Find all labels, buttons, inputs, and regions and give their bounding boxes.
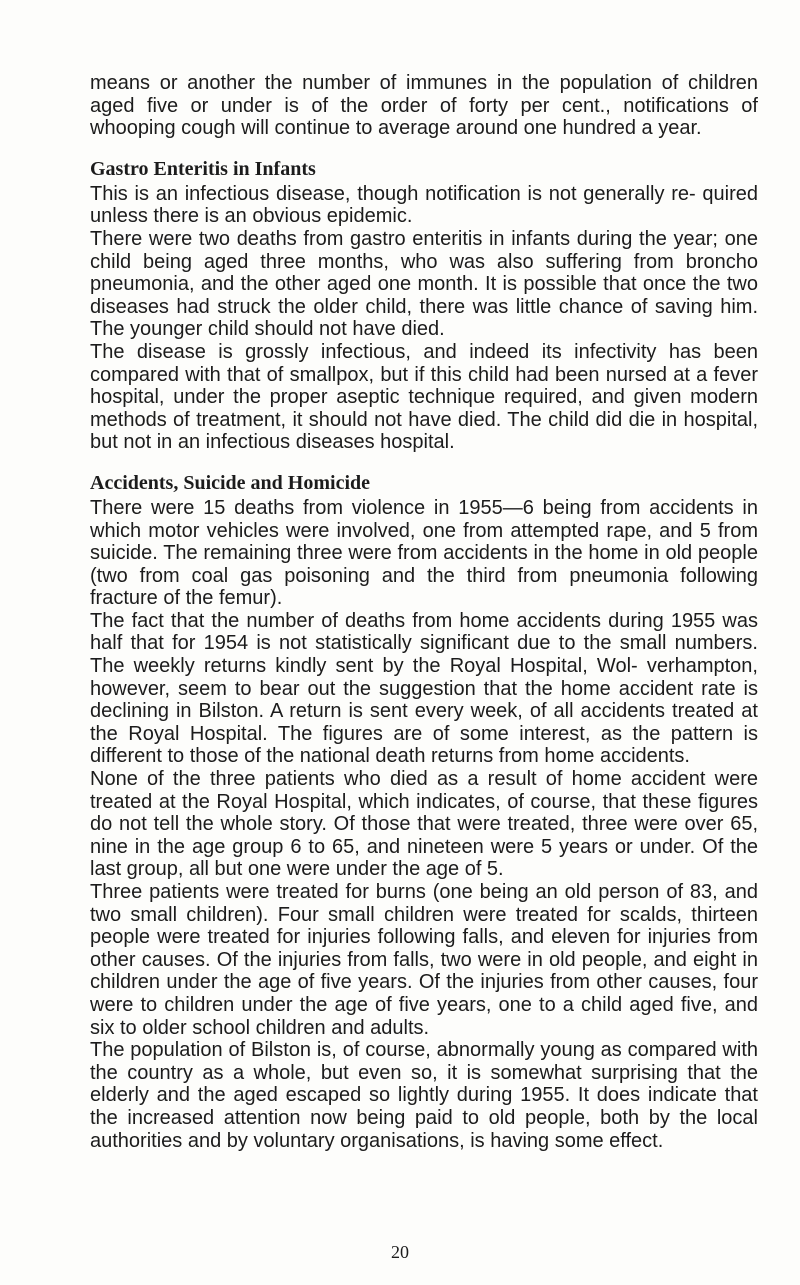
- accidents-heading: Accidents, Suicide and Homicide: [90, 471, 371, 494]
- gastro-enteritis-heading: Gastro Enteritis in Infants: [90, 157, 316, 180]
- gastro-paragraph-1: This is an infectious disease, though notification is not generally re- quired unless there is an obvious epidemic.: [90, 182, 758, 228]
- document-page: [90, 72, 758, 1152]
- page-number: 20: [391, 1242, 409, 1262]
- accidents-paragraph-4: Three patients were treated for burns (one being an old person of 83, and two small children). Four small children were treated for scalds, thirteen people were treated for injuries following falls, and eleven for injuries from other causes. Of the injuries from falls, two were in old people, and eight in children under the age of five years. Of the injuries from other causes, four were to children under the age of five years, one to a child aged five, and six to older school children and adults.: [90, 881, 758, 1039]
- accidents-paragraph-3: None of the three patients who died as a result of home accident were treated at the Royal Hospital, which indicates, of course, that these figures do not tell the whole story. Of those that were treated, three were over 65, nine in the age group 6 to 65, and nineteen were 5 years or under. Of the last group, all but one were under the age of 5.: [90, 768, 758, 881]
- accidents-paragraph-2: The fact that the number of deaths from home accidents during 1955 was half that for 1954 is not statistically significant due to the small numbers. The weekly returns kindly sent by the Royal Hospital, Wol- verhampton, however, seem to bear out the suggestion that the home accident rate is declining in Bilston. A return is sent every week, of all accidents treated at the Royal Hospital. The figures are of some interest, as the pattern is different to those of the national death returns from home accidents.: [90, 609, 758, 768]
- gastro-paragraph-2: There were two deaths from gastro enteritis in infants during the year; one child being aged three months, who was also suffering from broncho pneumonia, and the other aged one month. It is possible that once the two diseases had struck the older child, there was little chance of saving him. The younger child should not have died.: [90, 227, 758, 341]
- gastro-paragraph-3: The disease is grossly infectious, and indeed its infectivity has been compared with that of smallpox, but if this child had been nursed at a fever hospital, under the proper aseptic technique required, and given modern methods of treatment, it should not have died. The child did die in hospital, but not in an infectious diseases hospital.: [90, 340, 758, 454]
- intro-paragraph: means or another the number of immunes in the population of children aged five or under is of the order of forty per cent., notifications of whooping cough will continue to average around one hundred a year.: [90, 72, 758, 140]
- accidents-paragraph-1: There were 15 deaths from violence in 1955—6 being from accidents in which motor vehicles were involved, one from attempted rape, and 5 from suicide. The remaining three were from accidents in the home in old people (two from coal gas poisoning and the third from pneumonia following fracture of the femur).: [90, 496, 758, 610]
- accidents-paragraph-5: The population of Bilston is, of course, abnormally young as compared with the country as a whole, but even so, it is somewhat surprising that the elderly and the aged escaped so lightly during 1955. It does indicate that the increased attention now being paid to old people, both by the local authorities and by voluntary organisations, is having some effect.: [90, 1039, 758, 1152]
